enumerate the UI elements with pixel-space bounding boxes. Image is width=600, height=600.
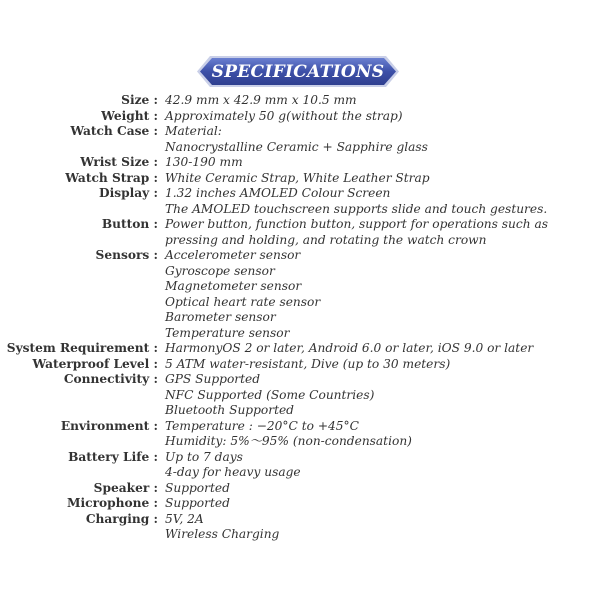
spec-label — [0, 109, 158, 125]
spec-label-text: Size — [121, 93, 150, 107]
spec-row — [0, 248, 600, 341]
spec-separator: : — [149, 248, 158, 262]
spec-value-line: Supported — [165, 480, 230, 495]
spec-value-line: 1.32 inches AMOLED Colour Screen — [165, 186, 391, 200]
spec-label-text: System Requirement — [6, 341, 150, 355]
spec-row — [0, 372, 600, 419]
spec-label — [0, 357, 158, 373]
spec-label — [0, 512, 158, 543]
spec-label-text: Speaker — [93, 480, 150, 495]
spec-value-line: Barometer sensor — [165, 310, 276, 324]
specifications-banner — [196, 55, 400, 88]
spec-label-text: Button — [101, 217, 150, 231]
spec-label — [0, 341, 158, 357]
spec-separator: : — [149, 108, 158, 123]
specifications-list — [0, 93, 600, 543]
spec-value-line: 130-190 mm — [165, 155, 243, 169]
spec-label-text: Waterproof Level — [32, 356, 150, 371]
spec-label-text: Microphone — [67, 496, 150, 510]
spec-label-text: Wrist Size — [80, 155, 150, 169]
spec-label-text: Watch Case — [70, 124, 150, 138]
spec-separator: : — [149, 449, 158, 464]
spec-value — [158, 171, 590, 187]
spec-label — [0, 450, 158, 481]
banner-title: SPECIFICATIONS — [211, 61, 385, 82]
spec-value-line: Wireless Charging — [165, 527, 280, 541]
spec-value-line: Humidity: 5%～95% (non-condensation) — [165, 434, 412, 448]
spec-value — [158, 496, 590, 512]
spec-label-text: Environment — [60, 418, 150, 433]
spec-label-text: Weight — [101, 108, 150, 123]
spec-value — [158, 217, 590, 248]
spec-separator: : — [149, 170, 158, 185]
spec-value-line: Power button, function button, support for operations such as pressing and holding, and rotating the watch crown — [165, 217, 548, 247]
spec-value — [158, 124, 590, 155]
spec-value-line: GPS Supported — [165, 372, 261, 386]
spec-value-line: Accelerometer sensor — [165, 248, 301, 262]
spec-label-text: Connectivity — [63, 372, 150, 386]
spec-label — [0, 124, 158, 155]
spec-separator: : — [149, 186, 158, 200]
spec-value — [158, 481, 590, 497]
spec-value — [158, 248, 590, 341]
spec-label — [0, 93, 158, 109]
spec-label — [0, 155, 158, 171]
spec-value — [158, 419, 590, 450]
spec-value-line: Temperature : −20°C to +45°C — [165, 418, 359, 433]
spec-value-line: Bluetooth Supported — [165, 403, 294, 417]
spec-label — [0, 217, 158, 248]
spec-label — [0, 372, 158, 419]
spec-separator: : — [149, 511, 158, 526]
spec-value-line: Up to 7 days — [165, 449, 243, 464]
spec-row — [0, 450, 600, 481]
spec-value-line: NFC Supported (Some Countries) — [165, 387, 375, 402]
spec-row — [0, 357, 600, 373]
spec-label-text: Display — [99, 186, 150, 200]
spec-label — [0, 419, 158, 450]
spec-label-text: Watch Strap — [65, 170, 150, 185]
spec-separator: : — [149, 356, 158, 371]
spec-separator: : — [149, 480, 158, 495]
spec-separator: : — [149, 93, 158, 107]
spec-label-text: Sensors — [95, 248, 150, 262]
spec-separator: : — [149, 372, 158, 386]
spec-separator: : — [149, 418, 158, 433]
spec-row — [0, 341, 600, 357]
spec-row — [0, 496, 600, 512]
spec-label-text: Charging — [85, 511, 150, 526]
spec-value-line: Material: — [165, 124, 222, 138]
spec-value-line: Optical heart rate sensor — [165, 294, 321, 309]
spec-value-line: The AMOLED touchscreen supports slide and touch gestures. — [165, 201, 548, 216]
spec-separator: : — [149, 217, 158, 231]
spec-value — [158, 372, 590, 419]
spec-row — [0, 217, 600, 248]
spec-value-line: Temperature sensor — [165, 325, 290, 340]
spec-row — [0, 186, 600, 217]
spec-value — [158, 512, 590, 543]
spec-value — [158, 186, 590, 217]
spec-row — [0, 155, 600, 171]
spec-separator: : — [149, 341, 158, 355]
spec-value — [158, 341, 590, 357]
spec-row — [0, 171, 600, 187]
spec-value-line: Gyroscope sensor — [165, 263, 275, 278]
spec-row — [0, 419, 600, 450]
spec-value — [158, 155, 590, 171]
spec-value — [158, 450, 590, 481]
spec-value — [158, 357, 590, 373]
spec-row — [0, 512, 600, 543]
spec-separator: : — [149, 124, 158, 138]
spec-value-line: 5 ATM water-resistant, Dive (up to 30 meters) — [165, 356, 451, 371]
spec-label — [0, 248, 158, 341]
spec-row — [0, 93, 600, 109]
spec-value-line: Magnetometer sensor — [165, 279, 302, 293]
spec-value-line: HarmonyOS 2 or later, Android 6.0 or later, iOS 9.0 or later — [165, 341, 534, 355]
spec-separator: : — [149, 496, 158, 510]
spec-label — [0, 186, 158, 217]
spec-separator: : — [149, 155, 158, 169]
spec-value-line: 4-day for heavy usage — [165, 465, 301, 479]
spec-value-line: White Ceramic Strap, White Leather Strap — [165, 170, 430, 185]
spec-value-line: 5V, 2A — [165, 511, 204, 526]
spec-value-line: Nanocrystalline Ceramic + Sapphire glass — [165, 139, 428, 154]
spec-value-line: Approximately 50 g(without the strap) — [165, 108, 403, 123]
spec-row — [0, 481, 600, 497]
spec-value-line: 42.9 mm x 42.9 mm x 10.5 mm — [165, 93, 357, 107]
spec-label — [0, 171, 158, 187]
spec-value — [158, 93, 590, 109]
spec-row — [0, 124, 600, 155]
spec-value — [158, 109, 590, 125]
spec-label — [0, 481, 158, 497]
spec-label — [0, 496, 158, 512]
spec-row — [0, 109, 600, 125]
spec-label-text: Battery Life — [68, 449, 150, 464]
spec-value-line: Supported — [165, 496, 230, 510]
